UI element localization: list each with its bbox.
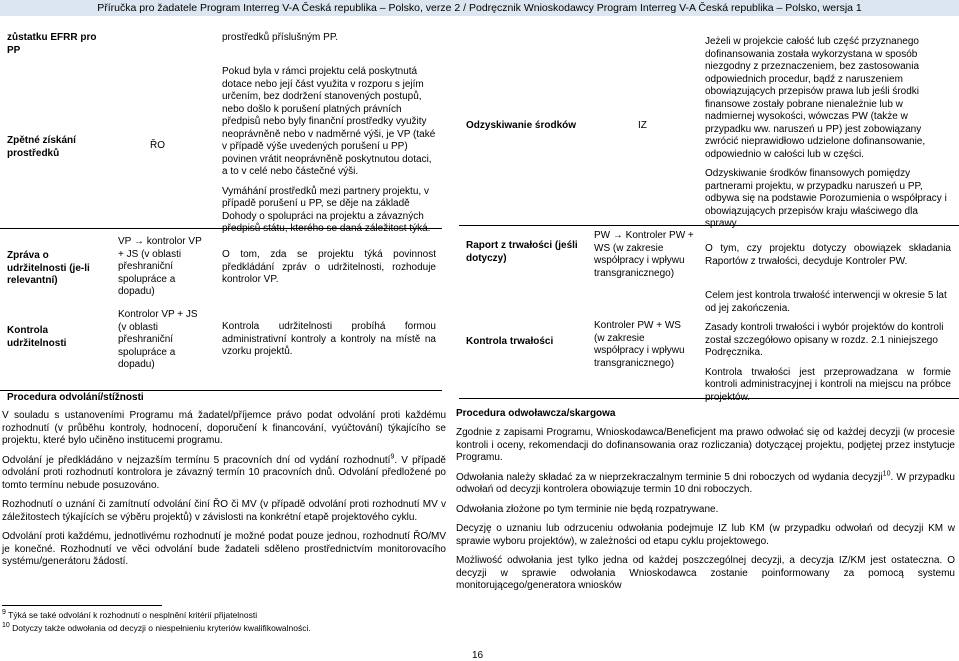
pl-procedure-p4: Decyzję o uznaniu lub odrzuceniu odwołania podejmuje IZ lub KM (w przypadku odwołań od decyzji KM w sprawie wyboru projektów), w zależności od etapu cyklu projektowego. — [456, 523, 955, 547]
pl-raport-who-a: PW — [594, 230, 611, 241]
cz-procedure-p3: Rozhodnutí o uznání či zamítnutí odvolání činí ŘO či MV (v případě odvolání proti rozhodnutí MV v záležitostech týkajících se výběru projektů) v závislosti na konkrétní etapě projektového cyklu. — [2, 499, 446, 523]
cz-row-top-right: prostředků příslušným PP. — [222, 32, 338, 43]
cz-row-divider-1 — [0, 228, 442, 229]
footnote-10-text: Dotyczy także odwołania od decyzji o niespełnieniu kryteriów kwalifikowalności. — [12, 623, 311, 633]
pl-odzyskiwanie-desc-1: Jeżeli w projekcie całość lub część przyznanego dofinansowania została wykorzystana w sposób niezgodny z przeznaczeniem, bez zastosowania odpowiednich procedur, bądź z naruszeniem obowiązujących przepisów prawa lub jeśli środki finansowe zostały pobrane nienależnie lub w nadmiernej wysokości, wówczas PW (także w przypadku ww. naruszeń u PP) jest zobowiązany zwrócić nieprawidłowo udzielone dofinansowanie, odpowiednio w całości lub w części. — [705, 36, 926, 160]
header-title: Příručka pro žadatele Program Interreg V-A Česká republika – Polsko, verze 2 / Podręcznik Wnioskodawcy Program Interreg V-A Česká republika – Polsko, wersja 1 — [97, 2, 862, 14]
pl-odzyskiwanie-desc-2: Odzyskiwanie środków finansowych pomiędzy partnerami projektu, w przypadku naruszeń u PP, odbywa się na podstawie Porozumienia o współpracy i obowiązujących przepisów kraju właściwego dla sprawy . — [705, 168, 947, 229]
footnote-10 — [2, 623, 602, 633]
cz-zprava-who — [118, 236, 208, 299]
page-header — [0, 0, 959, 16]
cz-table-bottom — [0, 390, 442, 391]
pl-procedure-p1: Zgodnie z zapisami Programu, Wnioskodawca/Beneficjent ma prawo odwołać się od każdej decyzji (w procesie kontroli i oceny, rekomendacji do dofinansowania oraz rozliczania) dotyczącej projektu, podjętej przez instytucje Programu. — [456, 427, 955, 463]
cz-zprava-who-b: kontrolor VP + JS (v oblasti přeshraniční spolupráce a dopadu) — [118, 236, 202, 297]
cz-procedure-body — [2, 410, 446, 569]
cz-zpetne-desc — [222, 66, 436, 236]
pl-kontrola-label: Kontrola trwałości — [466, 336, 554, 347]
cz-row-top-label: zůstatku EFRR pro PP — [7, 32, 97, 56]
footnote-ref-10: 10 — [882, 470, 891, 478]
pl-procedure-p2a: Odwołania należy składać za w nieprzekraczalnym terminie 5 dni roboczych od wydania decyzji — [456, 471, 883, 483]
footnote-9-text: Týká se také odvolání k rozhodnutí o nesplnění kritérií přijatelnosti — [8, 610, 258, 620]
pl-kontrola-desc-1: Celem jest kontrola trwałość interwencji w okresie 5 lat od jej zakończenia. — [705, 290, 947, 314]
pl-kontrola-who: Kontroler PW + WS (w zakresie współpracy i wpływu transgranicznego) — [594, 320, 685, 369]
pl-procedure-body — [456, 427, 955, 593]
cz-zpetne-who: ŘO — [150, 140, 165, 151]
cz-procedure-p2 — [2, 455, 446, 493]
pl-odzyskiwanie-who: IZ — [638, 120, 647, 131]
pl-procedure-p5: Możliwość odwołania jest tylko jedna od każdej poszczególnej decyzji, a decyzja IZ/KM jest ostateczna. O decyzji w sprawie odwołania Wnioskodawca zostanie poinformowany za pomocą systemu monitorującego/generatora wniosków — [456, 555, 955, 591]
footnote-9-num: 9 — [2, 609, 6, 617]
footnote-10-num: 10 — [2, 622, 10, 630]
pl-kontrola-desc-2: Zasady kontroli trwałości i wybór projektów do kontroli został szczegółowo opisany w rozdz. 2.1 niniejszego Podręcznika. — [705, 322, 944, 358]
cz-zprava-label: Zpráva o udržitelnosti (je-li relevantní) — [7, 250, 90, 286]
pl-table-bottom — [459, 398, 959, 399]
cz-zprava-who-a: VP — [118, 236, 132, 247]
cz-procedure-heading: Procedura odvolání/stížnosti — [7, 392, 144, 403]
cz-zprava-desc: O tom, zda se projektu týká povinnost předkládání zpráv o udržitelnosti, rozhoduje kontrolor VP. — [222, 249, 436, 285]
cz-kontrola-label: Kontrola udržitelnosti — [7, 325, 67, 349]
pl-kontrola-desc — [705, 290, 951, 404]
pl-procedure-p3: Odwołania złożone po tym terminie nie będą rozpatrywane. — [456, 503, 719, 515]
cz-kontrola-desc: Kontrola udržitelnosti probíhá formou administrativní kontroly a kontroly na místě na vzorku projektů. — [222, 321, 436, 357]
cz-procedure-p2b: . V případě odvolání proti rozhodnutí kontrolora je závazný termín 10 pracovních dnů. Odvolání předložené po tomto termínu nebude posuzováno. — [2, 454, 446, 491]
cz-zpetne-desc-1: Pokud byla v rámci projektu celá poskytnutá dotace nebo její část využita v rozporu s jejím určením, bez dodržení stanovených postupů, nebo došlo k porušení platných právních předpisů nebo byly finanční prostředky využity neoprávněně nebo v nadměrné výši, je VP (také v případě výše uvedených porušení u PP) povinen vrátit neoprávněně poskytnutou dotaci, a to v celé nebo částečné výši. — [222, 66, 436, 177]
footnote-ref-9: 9 — [390, 453, 395, 461]
pl-raport-who-b: Kontroler PW + WS (w zakresie współpracy i wpływu transgranicznego) — [594, 230, 694, 279]
arrow-right-icon: → — [133, 236, 144, 247]
pl-odzyskiwanie-label: Odzyskiwanie środków — [466, 120, 577, 131]
pl-procedure-p2 — [456, 472, 955, 497]
pl-procedure-p2b: . W przypadku odwołań od decyzji kontrolera obowiązuje termin 10 dni roboczych. — [456, 471, 955, 495]
page-number: 16 — [472, 650, 484, 661]
cz-kontrola-who: Kontrolor VP + JS (v oblasti přeshraniční spolupráce a dopadu) — [118, 309, 198, 370]
pl-procedure-heading: Procedura odwoławcza/skargowa — [456, 408, 616, 419]
arrow-right-icon: → — [612, 230, 623, 241]
footnote-separator — [2, 605, 162, 606]
pl-raport-who — [594, 230, 694, 280]
pl-raport-desc: O tym, czy projektu dotyczy obowiązek składania Raportów z trwałości, decyduje Kontroler PW. — [705, 243, 951, 267]
pl-kontrola-desc-3: Kontrola trwałości jest przeprowadzana w formie kontroli administracyjnej i kontroli na miejscu na próbce projektów. — [705, 366, 951, 403]
footnote-9 — [2, 610, 602, 620]
pl-row-divider-1 — [459, 225, 959, 226]
cz-procedure-p4: Odvolání proti každému, jednotlivému rozhodnutí je možné podat pouze jednou, rozhodnutí ŘO/MV je konečné. Rozhodnutí ve věci odvolání bude žadateli sděleno prostřednictvím monitorovacího systému/generátoru žádostí. — [2, 531, 446, 567]
pl-raport-label: Raport z trwałości (jeśli dotyczy) — [466, 240, 578, 264]
cz-zpetne-desc-2: Vymáhání prostředků mezi partnery projektu, v případě porušení u PP, se děje na základě Dohody o spolupráci na projektu a závazných předpisů státu, kterého se daná záležitost týká. — [222, 185, 431, 234]
cz-procedure-p2a: Odvolání je předkládáno v nejzazším termínu 5 pracovních dní od vydání rozhodnutí — [2, 454, 391, 466]
cz-procedure-p1: V souladu s ustanoveními Programu má žadatel/příjemce právo podat odvolání proti každému rozhodnutí (v průběhu kontroly, hodnocení, doporučení k financování, vyúčtování) týkajícího se projektu, které bylo učiněno institucemi programu. — [2, 410, 446, 446]
cz-zpetne-label: Zpětné získání prostředků — [7, 135, 76, 159]
pl-odzyskiwanie-desc — [705, 36, 951, 231]
